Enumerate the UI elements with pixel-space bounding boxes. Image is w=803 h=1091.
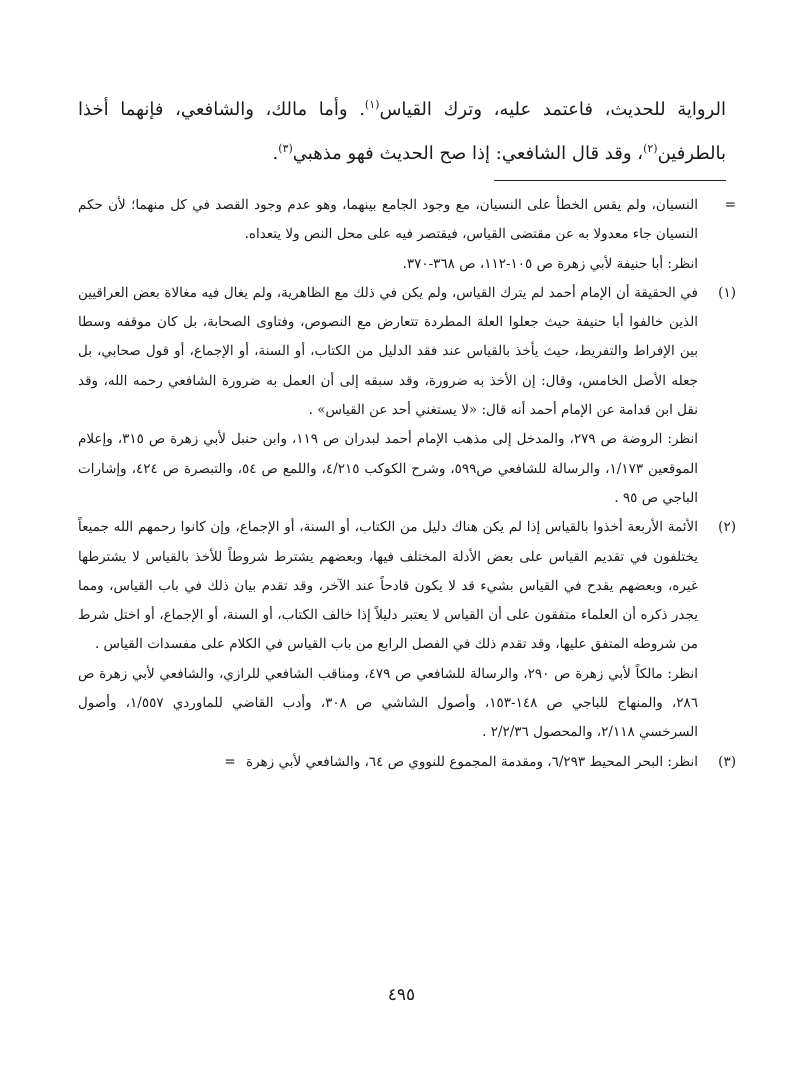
footnote-3 [78, 748, 736, 777]
footnote-3-text: انظر: البحر المحيط ٦/٢٩٣، ومقدمة المجموع للنووي ص ٦٤، والشافعي لأبي زهرة [246, 753, 698, 770]
footnote-1 [78, 279, 736, 425]
footnote-3-paragraph [78, 748, 698, 777]
footnote-2-number: (٢) [718, 519, 736, 536]
main-line1-start: الرواية للحديث، فاعتمد عليه، وترك القياس [379, 99, 726, 120]
footnote-2-source-text: انظر: مالكاً لأبي زهرة ص ٢٩٠، والرسالة للشافعي ص ٤٧٩، ومناقب الشافعي للرازي، والشافعي لأبي زهرة ص ٢٨٦، والمنهاج للباجي ص ١٤٨-١٥٣، وأصول الشاشي ص ٣٠٨، وأدب القاضي للماوردي ١/٥٥٧، وأصول السرخسي ٢/١١٨، والمحصول ٢/٢/٣٦ . [78, 665, 699, 741]
footnote-divider [494, 180, 726, 181]
footnote-2 [78, 513, 736, 659]
page-number: ٤٩٥ [387, 985, 416, 1005]
footnote-continuation [78, 191, 736, 250]
footnote-1-number: (١) [718, 284, 736, 301]
footnote-1-source-text: انظر: الروضة ص ٢٧٩، والمدخل إلى مذهب الإمام أحمد لبدران ص ١١٩، وابن حنبل لأبي زهرة ص ٣١٥، وإعلام الموقعين ١/١٧٣، والرسالة للشافعي ص٥٩٩، وشرح الكوكب ٤/٢١٥، واللمع ص ٥٤، والتبصرة ص ٤٢٤، وإشارات الباجي ص ٩٥ . [78, 431, 698, 506]
main-text [78, 88, 726, 176]
main-line2-start: فإنهما أخذا بالطرفين [78, 99, 726, 164]
continuation-mark: = [724, 197, 736, 213]
footnote-continuation-source-text: انظر: أبا حنيفة لأبي زهرة ص ١٠٥-١١٢، ص ٣٦٨-٣٧٠. [402, 255, 698, 272]
page-content [78, 88, 736, 777]
main-paragraph [78, 88, 726, 176]
main-line2-end: ، وقد قال الشافعي: إذا صح الحديث فهو مذهبي [292, 143, 644, 164]
main-line2-close: . [272, 143, 279, 164]
footnote-continuation-source [78, 250, 726, 279]
footnote-ref-1[interactable]: (١) [364, 98, 380, 111]
footnote-3-number: (٣) [718, 753, 736, 770]
footnote-2-text: الأئمة الأربعة أخذوا بالقياس إذا لم يكن هناك دليل من الكتاب، أو السنة، أو الإجماع، وإن كانوا رحمهم الله جميعاً يختلفون في تقديم القياس على بعض الأدلة المختلف فيها، وبعضهم يشترط شروطاً للأخذ بالقياس لا يشترطها غيره، وبعضهم يقدح في القياس بشيء قد لا يكون قادحاً عند الآخر، وقد تقدم بيان ذلك في باب القياس، ومما يجدر ذكره أن العلماء متفقون على أن القياس لا يعتبر دليلاً إذا خالف الكتاب، أو السنة، أو الإجماع، أو اختل شرط من شروطه المتفق عليها، وقد تقدم ذلك في الفصل الرابع من باب القياس في الكلام على مفسدات القياس . [78, 519, 698, 653]
footnote-ref-3[interactable]: (٣) [278, 142, 293, 155]
continuation-mark-end: = [224, 753, 236, 770]
footnote-continuation-text: النسيان، ولم يقس الخطأ على النسيان، مع وجود الجامع بينهما، وهو عدم وجود القصد في كل منهما؛ لأن حكم النسيان جاء معدولا به عن مقتضى القياس، فيقتصر فيه على محل النص ولا يتعداه. [78, 197, 698, 243]
footnote-1-text: في الحقيقة أن الإمام أحمد لم يترك القياس، ولم يكن في ذلك مع الظاهرية، ولم يغال فيه مغالاة بعض العراقيين الذين خالفوا أبا حنيفة حيث جعلوا العلة المطردة تتعارض مع النصوص، وفتاوى الصحابة، بل كان موقفه وسطا بين الإفراط والتفريط، حيث يأخذ بالقياس عند فقد الدليل من الكتاب، أو السنة، أو الإجماع، أو قول صحابي، بل جعله الأصل الخامس، وقال: إن الأخذ به ضرورة، وقد سبقه إلى أن العمل به ضرورة الشافعي رحمه الله، وقد نقل ابن قدامة عن الإمام أحمد أنه قال: «لا يستغني أحد عن القياس» . [78, 284, 698, 419]
main-line1-end: . وأما مالك، والشافعي، [175, 99, 365, 120]
footnote-1-source [78, 425, 726, 513]
footnotes [78, 191, 736, 777]
footnote-ref-2[interactable]: (٢) [643, 142, 658, 155]
footnote-2-source [78, 660, 726, 748]
